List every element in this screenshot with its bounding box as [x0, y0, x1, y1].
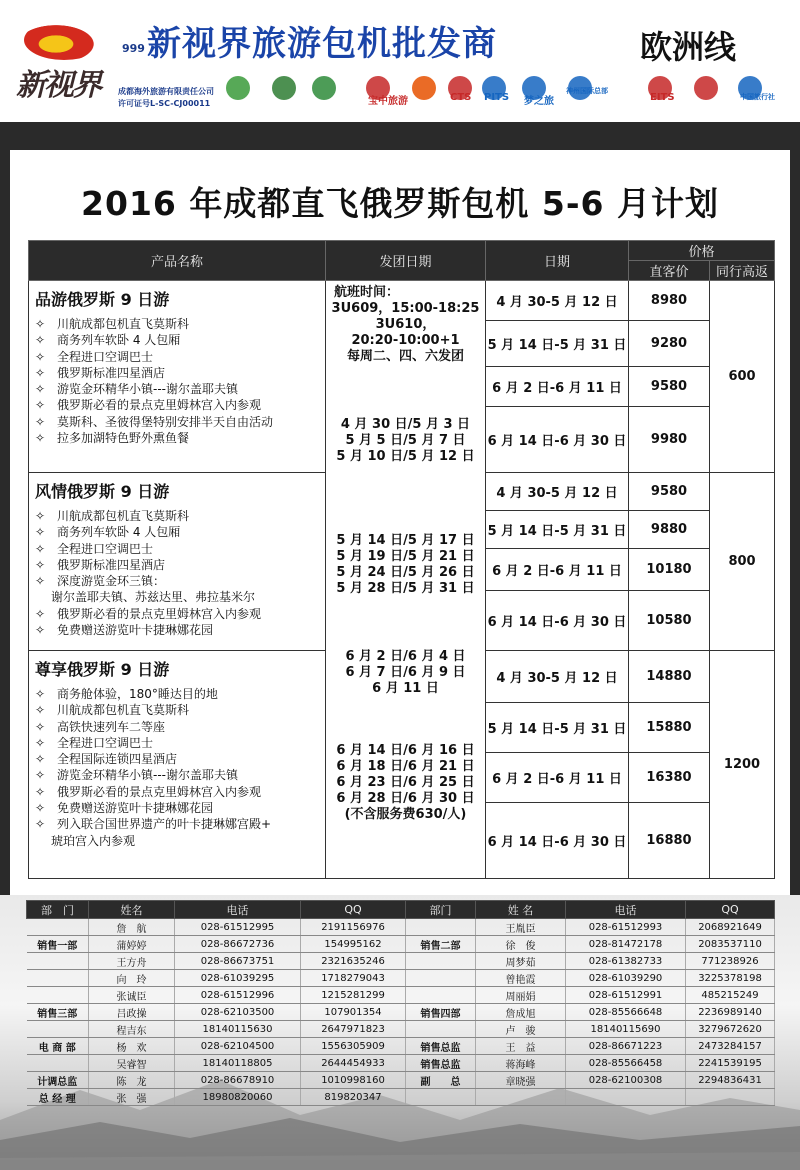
feature-text: 商务列车软卧 4 人包厢	[57, 333, 181, 348]
contact-dept	[406, 1089, 476, 1106]
license-number: 许可证号L-SC-CJ00011	[118, 99, 211, 108]
date-range: 5 月 14 日-5 月 31 日	[486, 703, 629, 753]
feature-item	[35, 784, 319, 800]
feature-text: 俄罗斯标准四星酒店	[57, 365, 166, 380]
departure-dates: 5 月 5 日/5 月 7 日	[345, 433, 466, 448]
sparkle-bullet-icon: ✧	[35, 333, 46, 348]
service-fee-note: (不含服务费630/人)	[344, 807, 467, 822]
contact-qq: 2236989140	[686, 1004, 775, 1021]
product-name: 风情俄罗斯 9 日游	[35, 482, 170, 501]
contact-dept: 销售一部	[27, 936, 89, 953]
flight-info	[326, 281, 485, 365]
departure-dates: 5 月 19 日/5 月 21 日	[336, 549, 475, 564]
sparkle-bullet-icon: ✧	[35, 606, 46, 621]
contact-name: 杨 欢	[89, 1038, 175, 1055]
sparkle-bullet-icon: ✧	[35, 317, 46, 331]
feature-text: 俄罗斯标准四星酒店	[57, 557, 166, 572]
feature-text: 全程进口空调巴士	[57, 541, 154, 556]
sparkle-bullet-icon: ✧	[35, 365, 46, 380]
contact-dept: 电 商 部	[27, 1038, 89, 1055]
direct-price: 10580	[629, 591, 710, 651]
feature-list	[35, 316, 319, 446]
feature-item	[35, 573, 319, 589]
contact-row	[27, 1089, 775, 1106]
contact-qq: 1718279043	[301, 970, 406, 987]
departure-dates: 6 月 2 日/6 月 4 日	[345, 649, 466, 664]
sanyuan-logo-icon	[692, 74, 730, 106]
sparkle-bullet-icon: ✧	[35, 574, 46, 589]
feature-text: 川航成都包机直飞莫斯科	[57, 509, 190, 523]
col-header-product: 产品名称	[29, 241, 326, 281]
feature-item	[35, 686, 319, 702]
contact-dept	[406, 970, 476, 987]
guide-face-logo-icon	[410, 74, 442, 106]
contact-phone: 18980820060	[175, 1089, 301, 1106]
contact-name: 曾艳霞	[476, 970, 566, 987]
contact-qq: 2191156976	[301, 919, 406, 936]
contact-dept: 销售二部	[406, 936, 476, 953]
sparkle-bullet-icon: ✧	[35, 398, 46, 413]
feature-continuation: 琥珀宫入内参观	[51, 833, 136, 848]
contact-row	[27, 1004, 775, 1021]
contact-name: 王方舟	[89, 953, 175, 970]
sparkle-bullet-icon: ✧	[35, 557, 46, 572]
feature-item	[35, 800, 319, 816]
contact-row	[27, 1055, 775, 1072]
contact-header-qq: QQ	[301, 901, 406, 919]
citic-travel-logo-icon	[736, 74, 782, 106]
contact-phone: 028-62103500	[175, 1004, 301, 1021]
direct-price: 9580	[629, 473, 710, 511]
date-range: 6 月 2 日-6 月 11 日	[486, 549, 629, 591]
sparkle-bullet-icon: ✧	[35, 414, 46, 429]
feature-item	[35, 381, 319, 397]
feature-text: 全程进口空调巴士	[57, 735, 154, 750]
feature-item	[35, 365, 319, 381]
departure-group	[326, 417, 485, 465]
sparkle-bullet-icon: ✧	[35, 623, 46, 638]
feature-item	[35, 767, 319, 783]
contact-dept	[27, 970, 89, 987]
contact-row	[27, 953, 775, 970]
date-range: 4 月 30-5 月 12 日	[486, 281, 629, 321]
contact-phone: 028-85566458	[566, 1055, 686, 1072]
contact-qq: 485215249	[686, 987, 775, 1004]
company-info	[118, 86, 214, 110]
contact-qq: 1215281299	[301, 987, 406, 1004]
contact-name: 周丽娟	[476, 987, 566, 1004]
contact-header-name: 姓名	[89, 901, 175, 919]
flight-info-line: 每周二、四、六发团	[346, 349, 464, 364]
product-cell	[29, 473, 326, 651]
contact-dept: 总 经 理	[27, 1089, 89, 1106]
contact-phone: 028-86678910	[175, 1072, 301, 1089]
departure-dates: 5 月 28 日/5 月 31 日	[336, 581, 475, 596]
flight-info-line: 3U609，15:00-18:25	[331, 301, 480, 316]
feature-item	[35, 508, 319, 524]
departure-dates: 6 月 28 日/6 月 30 日	[336, 791, 475, 806]
departure-dates: 4 月 30 日/5 月 3 日	[340, 417, 471, 432]
peer-rebate: 1200	[710, 651, 775, 879]
partner-label: EITS	[650, 92, 675, 103]
contact-name	[476, 1089, 566, 1106]
date-range: 6 月 14 日-6 月 30 日	[486, 407, 629, 473]
date-range: 6 月 2 日-6 月 11 日	[486, 753, 629, 803]
feature-text: 免费赠送游览叶卡捷琳娜花园	[57, 623, 214, 638]
cts-logo-icon	[446, 74, 476, 106]
contact-dept	[27, 953, 89, 970]
contact-qq: 2647971823	[301, 1021, 406, 1038]
contact-name: 向 玲	[89, 970, 175, 987]
sparkle-bullet-icon: ✧	[35, 817, 46, 832]
departure-dates: 6 月 7 日/6 月 9 日	[345, 665, 466, 680]
feature-item	[35, 316, 319, 332]
sparkle-bullet-icon: ✧	[35, 382, 46, 397]
contact-dept: 销售总监	[406, 1038, 476, 1055]
date-range: 4 月 30-5 月 12 日	[486, 651, 629, 703]
contact-name: 吴睿智	[89, 1055, 175, 1072]
contact-phone: 18140115690	[566, 1021, 686, 1038]
contact-phone: 028-86673751	[175, 953, 301, 970]
xinshijie-logo	[16, 20, 116, 103]
contact-qq: 2083537110	[686, 936, 775, 953]
contact-dept: 销售四部	[406, 1004, 476, 1021]
contact-dept: 销售总监	[406, 1055, 476, 1072]
peer-rebate: 800	[710, 473, 775, 651]
flight-info-line: 3U610，	[375, 317, 436, 332]
product-name: 品游俄罗斯 9 日游	[35, 290, 170, 309]
contact-qq: 1556305909	[301, 1038, 406, 1055]
contact-dept	[406, 1021, 476, 1038]
shenzhou-logo-icon	[566, 74, 640, 106]
feature-text: 商务列车软卧 4 人包厢	[57, 525, 181, 540]
feature-item	[35, 719, 319, 735]
contact-dept	[406, 987, 476, 1004]
contact-qq: 1010998160	[301, 1072, 406, 1089]
contact-phone: 028-86672736	[175, 936, 301, 953]
date-range: 5 月 14 日-5 月 31 日	[486, 321, 629, 367]
contact-name: 詹成旭	[476, 1004, 566, 1021]
contact-dept	[27, 987, 89, 1004]
feature-text: 游览金环精华小镇---谢尔盖耶夫镇	[57, 768, 238, 783]
contact-qq: 2068921649	[686, 919, 775, 936]
contact-dept: 计调总监	[27, 1072, 89, 1089]
header-number: 999	[122, 42, 145, 55]
contact-name: 陈 龙	[89, 1072, 175, 1089]
contact-phone: 028-85566648	[566, 1004, 686, 1021]
contact-header-dept: 部门	[406, 901, 476, 919]
contact-dept	[27, 919, 89, 936]
contact-name: 蒲婷婷	[89, 936, 175, 953]
contact-phone: 028-61512993	[566, 919, 686, 936]
sparkle-bullet-icon: ✧	[35, 687, 46, 701]
feature-item	[35, 702, 319, 718]
contact-qq: 2241539195	[686, 1055, 775, 1072]
contact-qq: 154995162	[301, 936, 406, 953]
feature-text: 拉多加湖特色野外熏鱼餐	[57, 431, 190, 446]
contact-qq: 819820347	[301, 1089, 406, 1106]
contact-qq: 3279672620	[686, 1021, 775, 1038]
contact-name: 王 益	[476, 1038, 566, 1055]
feature-item	[35, 606, 319, 622]
partner-label: PITS	[484, 92, 510, 103]
contact-phone: 028-61382733	[566, 953, 686, 970]
contact-qq: 107901354	[301, 1004, 406, 1021]
swirl-logo-icon	[24, 20, 104, 60]
sparkle-bullet-icon: ✧	[35, 735, 46, 750]
feature-item	[35, 622, 319, 638]
contact-phone: 18140118805	[175, 1055, 301, 1072]
feature-list	[35, 508, 319, 638]
date-range: 6 月 2 日-6 月 11 日	[486, 367, 629, 407]
page-title: 2016 年成都直飞俄罗斯包机 5-6 月计划	[81, 184, 719, 223]
feature-text: 川航成都包机直飞莫斯科	[57, 317, 190, 331]
contact-dept	[406, 953, 476, 970]
date-range: 5 月 14 日-5 月 31 日	[486, 511, 629, 549]
contact-qq	[686, 1089, 775, 1106]
partner-label: 梦之旅	[524, 96, 554, 107]
flight-info-line: 航班时间：	[334, 285, 400, 300]
contact-phone: 18140115630	[175, 1021, 301, 1038]
leaf-logo-icon	[224, 74, 264, 106]
departure-dates: 5 月 10 日/5 月 12 日	[336, 449, 475, 464]
mengzhilv-logo-icon	[520, 74, 564, 106]
contact-header-qq: QQ	[686, 901, 775, 919]
departure-dates: 6 月 23 日/6 月 25 日	[336, 775, 475, 790]
feature-list	[35, 686, 319, 849]
green-badge-logo-icon	[270, 74, 306, 106]
contact-phone	[566, 1089, 686, 1106]
feature-item	[35, 397, 319, 413]
contact-qq: 2644454933	[301, 1055, 406, 1072]
product-cell	[29, 281, 326, 473]
contact-phone: 028-61039290	[566, 970, 686, 987]
departure-cell	[326, 281, 486, 879]
contact-header-phone: 电话	[566, 901, 686, 919]
direct-price: 9880	[629, 511, 710, 549]
sparkle-bullet-icon: ✧	[35, 768, 46, 783]
contact-qq: 2473284157	[686, 1038, 775, 1055]
feature-text: 免费赠送游览叶卡捷琳娜花园	[57, 801, 214, 816]
flight-info-line: 20:20-10:00+1	[351, 333, 460, 348]
direct-price: 16880	[629, 803, 710, 879]
contact-dept	[27, 1021, 89, 1038]
sparkle-bullet-icon: ✧	[35, 752, 46, 767]
contact-dept: 副 总	[406, 1072, 476, 1089]
contact-phone: 028-61039295	[175, 970, 301, 987]
peer-rebate: 600	[710, 281, 775, 473]
feature-item	[35, 430, 319, 446]
contact-row	[27, 1072, 775, 1089]
feature-text: 全程进口空调巴士	[57, 349, 154, 364]
departure-dates: 5 月 24 日/5 月 26 日	[336, 565, 475, 580]
direct-price: 16380	[629, 753, 710, 803]
sparkle-bullet-icon: ✧	[35, 541, 46, 556]
feature-item	[35, 557, 319, 573]
feature-continuation: 谢尔盖耶夫镇、苏兹达里、弗拉基米尔	[51, 590, 256, 605]
contact-name: 王胤臣	[476, 919, 566, 936]
contact-dept	[406, 919, 476, 936]
direct-price: 15880	[629, 703, 710, 753]
date-range: 6 月 14 日-6 月 30 日	[486, 803, 629, 879]
departure-group	[326, 743, 485, 823]
pits-logo-icon	[480, 74, 514, 106]
contact-name: 卢 骏	[476, 1021, 566, 1038]
col-header-price: 价格	[629, 241, 775, 261]
contact-header-name: 姓 名	[476, 901, 566, 919]
contact-table	[26, 900, 775, 1106]
contact-row	[27, 987, 775, 1004]
logo-text: 新视界	[16, 68, 100, 103]
contact-row	[27, 936, 775, 953]
sparkle-bullet-icon: ✧	[35, 719, 46, 734]
feature-item	[35, 735, 319, 751]
col-header-peer-rebate: 同行高返	[710, 261, 775, 281]
col-header-departure: 发团日期	[326, 241, 486, 281]
main-title: 新视界旅游包机批发商	[147, 24, 497, 64]
contact-phone: 028-81472178	[566, 936, 686, 953]
contact-phone: 028-61512995	[175, 919, 301, 936]
product-name: 尊享俄罗斯 9 日游	[35, 660, 170, 679]
globe-logo-icon	[310, 74, 358, 106]
contact-row	[27, 970, 775, 987]
direct-price: 8980	[629, 281, 710, 321]
partner-label: CTS	[450, 92, 472, 103]
feature-text: 俄罗斯必看的景点克里姆林宫入内参观	[57, 606, 262, 621]
contact-phone: 028-61512996	[175, 987, 301, 1004]
feature-text: 全程国际连锁四星酒店	[57, 752, 178, 767]
feature-text: 商务舱体验，180°睡达目的地	[57, 687, 218, 701]
date-range: 4 月 30-5 月 12 日	[486, 473, 629, 511]
contact-phone: 028-86671223	[566, 1038, 686, 1055]
contact-dept: 销售三部	[27, 1004, 89, 1021]
feature-text: 川航成都包机直飞莫斯科	[57, 703, 190, 718]
col-header-dates: 日期	[486, 241, 629, 281]
baozhong-logo-icon	[364, 74, 406, 106]
feature-text: 俄罗斯必看的景点克里姆林宫入内参观	[57, 398, 262, 413]
date-range: 6 月 14 日-6 月 30 日	[486, 591, 629, 651]
contact-phone: 028-62100308	[566, 1072, 686, 1089]
contact-name: 詹 航	[89, 919, 175, 936]
direct-price: 9580	[629, 367, 710, 407]
product-cell	[29, 651, 326, 879]
feature-item	[35, 751, 319, 767]
departure-group	[326, 533, 485, 597]
sparkle-bullet-icon: ✧	[35, 349, 46, 364]
departure-dates: 6 月 18 日/6 月 21 日	[336, 759, 475, 774]
feature-text: 莫斯科、圣彼得堡特别安排半天自由活动	[57, 414, 274, 429]
feature-text: 游览金环精华小镇---谢尔盖耶夫镇	[57, 382, 238, 397]
direct-price: 10180	[629, 549, 710, 591]
contact-phone: 028-62104500	[175, 1038, 301, 1055]
direct-price: 14880	[629, 651, 710, 703]
feature-text: 高铁快速列车二等座	[57, 719, 166, 734]
sparkle-bullet-icon: ✧	[35, 703, 46, 718]
feature-item	[35, 541, 319, 557]
contact-name: 徐 俊	[476, 936, 566, 953]
feature-text: 列入联合国世界遗产的叶卡捷琳娜宫殿+	[57, 817, 272, 832]
header-banner	[0, 0, 800, 122]
eits-logo-icon	[646, 74, 684, 106]
feature-item	[35, 816, 319, 832]
feature-text: 深度游览金环三镇：	[57, 574, 166, 589]
departure-dates: 6 月 11 日	[372, 681, 439, 696]
feature-item	[35, 332, 319, 348]
contact-name: 周梦茹	[476, 953, 566, 970]
contact-name: 张 强	[89, 1089, 175, 1106]
partner-label: 宝中旅游	[368, 96, 408, 107]
sparkle-bullet-icon: ✧	[35, 509, 46, 523]
sparkle-bullet-icon: ✧	[35, 431, 46, 446]
contact-row	[27, 919, 775, 936]
contact-header-phone: 电话	[175, 901, 301, 919]
partner-label: 中国旅行社	[740, 93, 775, 101]
contact-name: 张诚臣	[89, 987, 175, 1004]
feature-item	[35, 349, 319, 365]
col-header-direct-price: 直客价	[629, 261, 710, 281]
direct-price: 9280	[629, 321, 710, 367]
contact-qq: 3225378198	[686, 970, 775, 987]
contact-qq: 771238926	[686, 953, 775, 970]
sparkle-bullet-icon: ✧	[35, 784, 46, 799]
contact-qq: 2321635246	[301, 953, 406, 970]
contact-row	[27, 1021, 775, 1038]
route-line-name: 欧洲线	[640, 28, 737, 66]
contact-name: 吕政操	[89, 1004, 175, 1021]
contact-header-dept: 部 门	[27, 901, 89, 919]
sparkle-bullet-icon: ✧	[35, 801, 46, 816]
feature-item	[35, 524, 319, 540]
contact-name: 程吉东	[89, 1021, 175, 1038]
contact-qq: 2294836431	[686, 1072, 775, 1089]
sparkle-bullet-icon: ✧	[35, 525, 46, 540]
departure-dates: 6 月 14 日/6 月 16 日	[336, 743, 475, 758]
contact-name: 章晓强	[476, 1072, 566, 1089]
partner-label: 神州国际总部	[566, 87, 608, 95]
departure-group	[326, 649, 485, 697]
direct-price: 9980	[629, 407, 710, 473]
contact-dept	[27, 1055, 89, 1072]
feature-item	[35, 414, 319, 430]
feature-text: 俄罗斯必看的景点克里姆林宫入内参观	[57, 784, 262, 799]
company-name: 成都海外旅游有限责任公司	[118, 87, 214, 96]
contact-row	[27, 1038, 775, 1055]
contact-phone: 028-61512991	[566, 987, 686, 1004]
departure-dates: 5 月 14 日/5 月 17 日	[336, 533, 475, 548]
partner-logos	[224, 74, 784, 108]
schedule-table	[28, 240, 775, 879]
contact-name: 蒋海峰	[476, 1055, 566, 1072]
